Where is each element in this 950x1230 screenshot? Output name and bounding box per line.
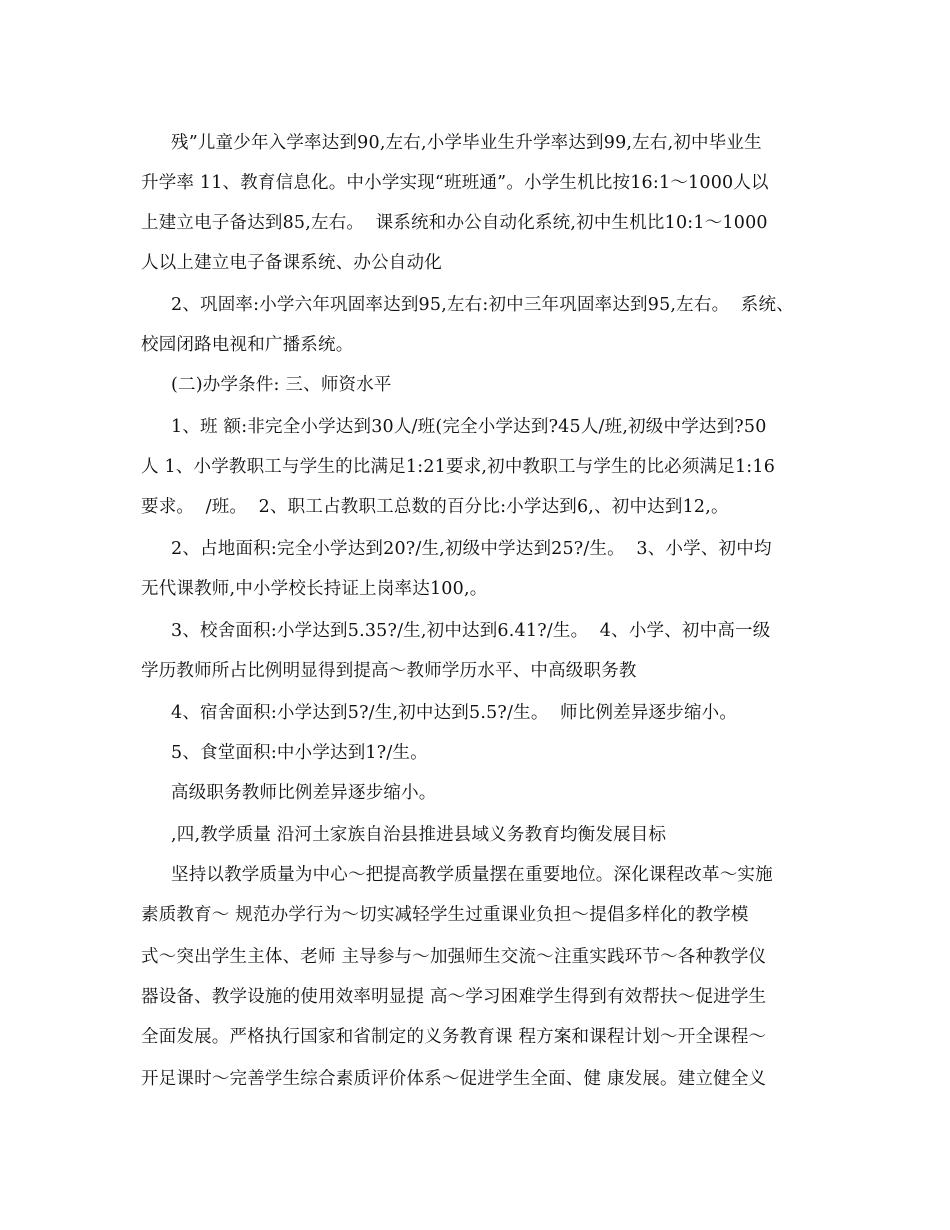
text-line: 学历教师所占比例明显得到提高～教师学历水平、中高级职务教	[141, 661, 637, 681]
section-heading: ,四,教学质量 沿河土家族自治县推进县域义务教育均衡发展目标	[171, 825, 667, 845]
text-line: 式～突出学生主体、老师 主导参与～加强师生交流～注重实践环节～各种教学仪	[141, 947, 767, 967]
text-line: 开足课时～完善学生综合素质评价体系～促进学生全面、健 康发展。建立健全义	[141, 1069, 767, 1089]
text-line: 器设备、教学设施的使用效率明显提 高～学习困难学生得到有效帮扶～促进学生	[141, 987, 767, 1007]
text-line: 全面发展。严格执行国家和省制定的义务教育课 程方案和课程计划～开全课程～	[141, 1027, 767, 1047]
text-line: 无代课教师,中小学校长持证上岗率达100,。	[141, 579, 488, 599]
text-line: 残”儿童少年入学率达到90,左右,小学毕业生升学率达到99,左右,初中毕业生	[171, 133, 762, 153]
text-line: 3、校舍面积:小学达到5.35?/生,初中达到6.41?/生。 4、小学、初中高一级	[171, 621, 771, 641]
text-line: 5、食堂面积:中小学达到1?/生。	[171, 743, 428, 763]
text-line: 坚持以教学质量为中心～把提高教学质量摆在重要地位。深化课程改革～实施	[171, 865, 773, 885]
text-line: 1、班 额:非完全小学达到30人/班(完全小学达到?45人/班,初级中学达到?50	[171, 417, 767, 437]
text-line: 要求。 /班。 2、职工占教职工总数的百分比:小学达到6,、初中达到12,。	[141, 497, 729, 517]
text-line: 上建立电子备达到85,左右。 课系统和办公自动化系统,初中生机比10:1～1000	[141, 213, 768, 233]
section-heading: (二)办学条件: 三、师资水平	[171, 375, 392, 395]
text-line: 素质教育～ 规范办学行为～切实减轻学生过重课业负担～提倡多样化的教学模	[141, 905, 749, 925]
text-line: 校园闭路电视和广播系统。	[141, 335, 354, 355]
text-line: 人以上建立电子备课系统、办公自动化	[141, 253, 442, 273]
text-line: 人 1、小学教职工与学生的比满足1:21要求,初中教职工与学生的比必须满足1:16	[141, 457, 776, 477]
text-line: 4、宿舍面积:小学达到5?/生,初中达到5.5?/生。 师比例差异逐步缩小。	[171, 703, 738, 723]
text-line: 升学率 11、教育信息化。中小学实现“班班通”。小学生机比按16:1～1000人以	[141, 173, 769, 193]
text-line: 2、巩固率:小学六年巩固率达到95,左右:初中三年巩固率达到95,左右。 系统、	[171, 295, 794, 315]
text-line: 2、占地面积:完全小学达到20?/生,初级中学达到25?/生。 3、小学、初中均	[171, 539, 772, 559]
text-line: 高级职务教师比例差异逐步缩小。	[171, 783, 437, 803]
